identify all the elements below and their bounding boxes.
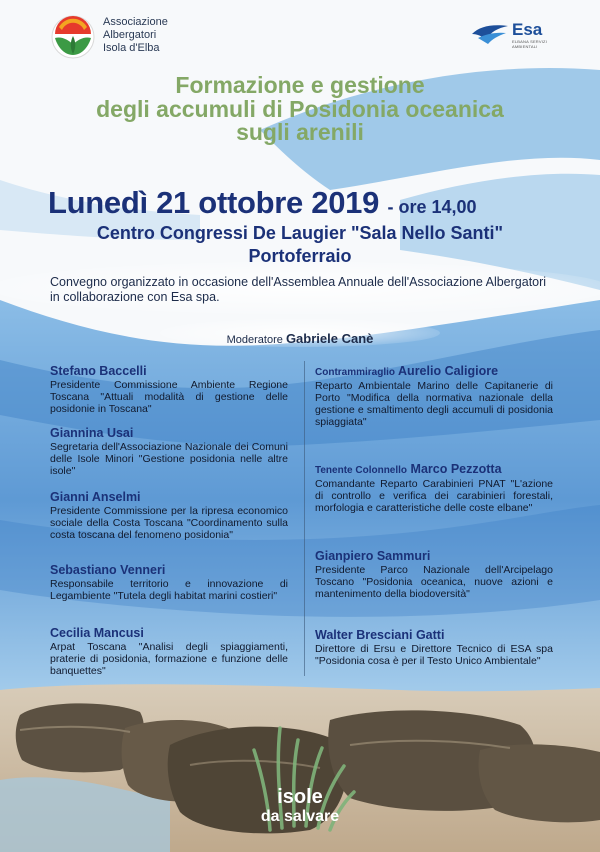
speaker-entry (315, 462, 553, 514)
speaker-description: Presidente Commissione Ambiente Regione Toscana "Attuali modalità di gestione delle posidonie in Toscana" (50, 379, 288, 415)
esa-subtitle: ELBANA SERVIZI AMBIENTALI (512, 39, 547, 49)
event-city: Portoferraio (248, 246, 352, 266)
esa-logo (470, 18, 560, 49)
association-logo (50, 14, 96, 60)
speaker-entry (315, 549, 553, 600)
isole-word: isole (277, 786, 323, 808)
association-name-line: Isola d'Elba (103, 42, 160, 54)
event-venue: Centro Congressi De Laugier "Sala Nello Santi" (96, 223, 504, 243)
speaker-entry (315, 628, 553, 667)
esa-label: Esa (512, 20, 543, 39)
speaker-entry (50, 563, 288, 602)
speaker-entry (50, 364, 288, 415)
intro-text: Convegno organizzato in occasione dell'Assemblea Annuale dell'Associazione Albergatori in collaborazione con Esa spa. (50, 275, 547, 304)
title-line-2: degli accumuli di Posidonia oceanica (96, 96, 504, 122)
event-time: - ore 14,00 (387, 197, 477, 217)
speaker-role: Tenente Colonnello (315, 465, 408, 476)
speaker-name: Aurelio Caligiore (398, 364, 499, 378)
speaker-description: Arpat Toscana "Analisi degli spiaggiamenti, praterie di posidonia, formazione e funzione delle banquettes" (50, 641, 288, 677)
speaker-description: Segretaria dell'Associazione Nazionale dei Comuni delle Isole Minori "Gestione posidonia nelle altre isole" (50, 441, 288, 477)
esa-wave-icon (470, 20, 510, 46)
speaker-role: Contrammiraglio (315, 367, 396, 378)
speaker-name: Gianpiero Sammuri (315, 549, 431, 563)
title-line-1: Formazione e gestione (175, 72, 425, 98)
speaker-name: Walter Bresciani Gatti (315, 628, 445, 642)
speaker-entry (50, 490, 288, 541)
speaker-description: Direttore di Ersu e Direttore Tecnico di ESA spa "Posidonia cosa è per il Testo Unico Ambientale" (315, 643, 553, 667)
association-name-line: Associazione (103, 16, 168, 28)
event-date: Lunedì 21 ottobre 2019 (48, 185, 380, 220)
speaker-name: Giannina Usai (50, 426, 134, 440)
speaker-entry (50, 626, 288, 677)
speaker-description: Responsabile territorio e innovazione di Legambiente "Tutela degli habitat marini costieri" (50, 578, 288, 602)
column-divider (304, 361, 305, 676)
title-line-3: sugli arenili (236, 119, 364, 145)
speaker-description: Presidente Parco Nazionale dell'Arcipelago Toscano "Posidonia oceanica, nuove azioni e mantenimento della biodoversità" (315, 564, 553, 600)
speaker-name-line (315, 364, 553, 380)
da-salvare-word: da salvare (260, 808, 340, 825)
speaker-description: Comandante Reparto Carabinieri PNAT "L'azione di controllo e verifica dei carabinieri forestali, morfologia e caratteristiche delle coste elbane" (315, 478, 553, 514)
moderator-name: Gabriele Canè (285, 331, 374, 346)
speaker-entry (50, 426, 288, 477)
speaker-name: Sebastiano Venneri (50, 563, 166, 577)
association-name-line: Albergatori (103, 29, 157, 41)
isole-da-salvare-wordmark (240, 788, 360, 826)
speaker-name: Cecilia Mancusi (50, 626, 144, 640)
speaker-name: Stefano Baccelli (50, 364, 147, 378)
seagrass-icon (240, 720, 360, 845)
speaker-name: Marco Pezzotta (410, 462, 502, 476)
moderator-label: Moderatore (226, 334, 283, 346)
speaker-name: Gianni Anselmi (50, 490, 141, 504)
speaker-entry (315, 364, 553, 428)
speaker-description: Reparto Ambientale Marino delle Capitanerie di Porto "Modifica della normativa nazionale della gestione e smaltimento degli accumuli di posidonia spiaggiata" (315, 380, 553, 428)
isole-da-salvare-logo (240, 720, 360, 845)
speaker-name-line (315, 462, 553, 478)
association-emblem-icon (50, 14, 96, 60)
moderator (0, 331, 600, 346)
association-name (103, 16, 168, 55)
event-dateline (48, 185, 568, 221)
speaker-description: Presidente Commissione per la ripresa economico sociale della Costa Toscana "Coordinamento sulla costa toscana del fenomeno posidonia" (50, 505, 288, 541)
